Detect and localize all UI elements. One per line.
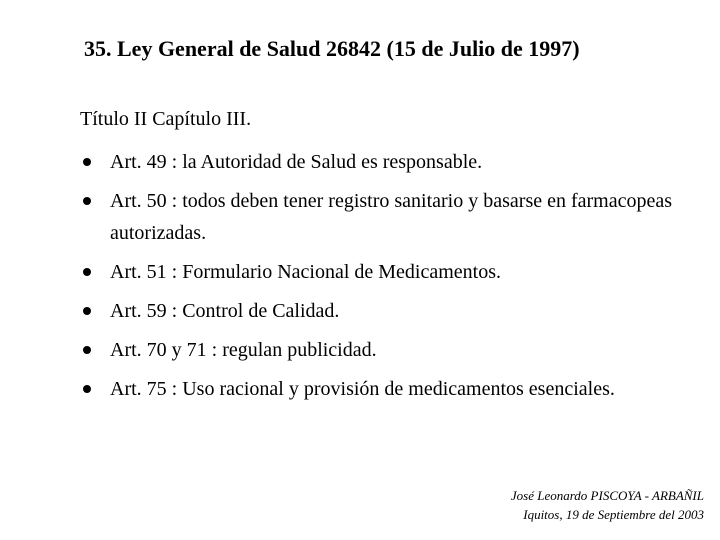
bullet-dot-icon	[83, 197, 91, 205]
bullet-item	[80, 146, 692, 178]
bullet-dot-icon	[83, 307, 91, 315]
bullet-text: Art. 50 : todos deben tener registro sanitario y basarse en farmacopeas autorizadas.	[110, 190, 673, 244]
slide-title: 35. Ley General de Salud 26842 (15 de Julio de 1997)	[84, 36, 580, 61]
footer-author: José Leonardo PISCOYA - ARBAÑIL	[510, 488, 704, 503]
bullet-dot-icon	[83, 268, 91, 276]
bullet-text: Art. 49 : la Autoridad de Salud es responsable.	[110, 151, 483, 173]
bullet-item	[80, 295, 692, 327]
bullet-dot-icon	[83, 346, 91, 354]
footer-place-date: Iquitos, 19 de Septiembre del 2003	[523, 507, 704, 522]
bullet-item	[80, 185, 692, 249]
bullet-item	[80, 256, 692, 288]
bullet-item	[80, 334, 692, 366]
bullet-text: Art. 70 y 71 : regulan publicidad.	[110, 339, 377, 361]
bullet-item	[80, 373, 692, 405]
section-heading: Título II Capítulo III.	[80, 108, 252, 130]
footer-credit	[511, 486, 704, 524]
bullet-dot-icon	[83, 158, 91, 166]
bullet-text: Art. 75 : Uso racional y provisión de medicamentos esenciales.	[110, 378, 615, 400]
bullet-dot-icon	[83, 385, 91, 393]
bullet-text: Art. 59 : Control de Calidad.	[110, 300, 340, 322]
bullet-text: Art. 51 : Formulario Nacional de Medicamentos.	[110, 261, 502, 283]
bullet-list	[80, 146, 692, 412]
